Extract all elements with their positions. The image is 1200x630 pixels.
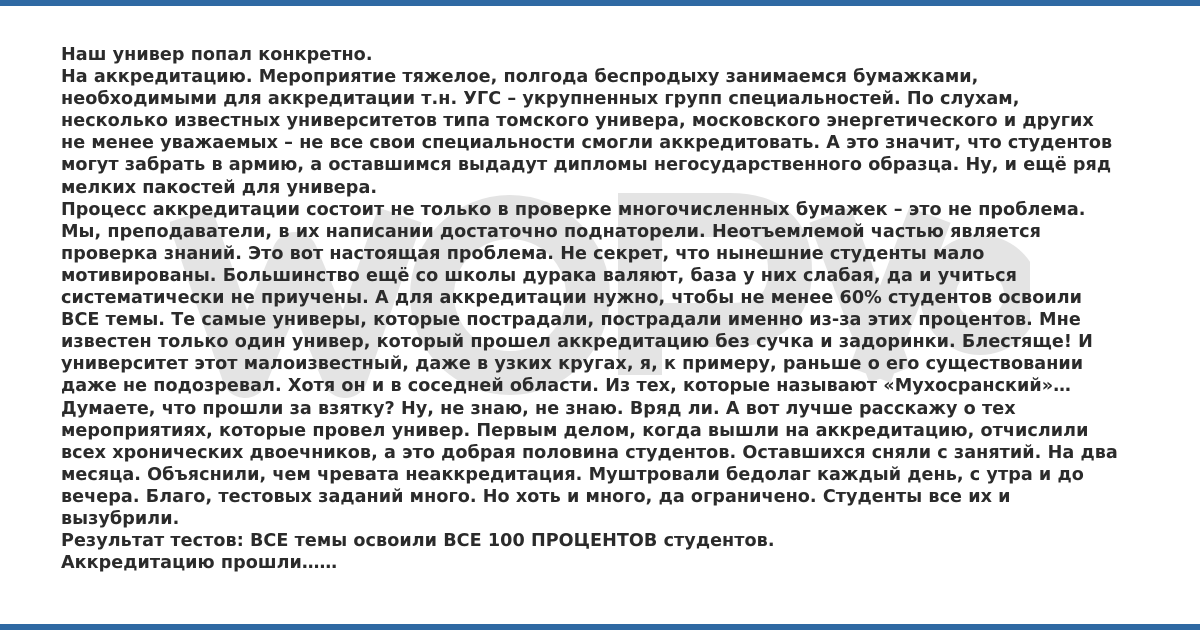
story-line: могут забрать в армию, а оставшимся выдадут дипломы негосударственного образца. Ну, и ещё ряд <box>61 155 1112 176</box>
story-line: систематически не приучены. А для аккредитации нужно, чтобы не менее 60% студентов освоили <box>61 288 1083 309</box>
story-text <box>61 44 1151 574</box>
story-line: вечера. Благо, тестовых заданий много. Но хоть и много, да ограничено. Студенты все их и <box>61 486 1011 507</box>
story-line: вызубрили. <box>61 508 180 529</box>
story-line: всех хронических двоечников, а это добрая половина студентов. Оставшихся сняли с занятий. На два <box>61 442 1118 463</box>
story-line: несколько известных университетов типа томского универа, московского энергетического и других <box>61 111 1094 132</box>
story-line: На аккредитацию. Мероприятие тяжелое, полгода беспродыху занимаемся бумажками, <box>61 67 979 88</box>
story-line: необходимыми для аккредитации т.н. УГС – укрупненных групп специальностей. По слухам, <box>61 89 1020 110</box>
story-line: Процесс аккредитации состоит не только в проверке многочисленных бумажек – это не проблема. <box>61 199 1086 220</box>
story-line: Аккредитацию прошли…… <box>61 553 338 574</box>
story-line: проверка знаний. Это вот настоящая проблема. Не секрет, что нынешние студенты мало <box>61 243 985 264</box>
story-line: известен только один универ, который прошел аккредитацию без сучка и задоринки. Блестяще! И <box>61 332 1093 353</box>
story-line: не менее уважаемых – не все свои специальности смогли аккредитовать. А это значит, что студентов <box>61 133 1113 154</box>
story-line: мелких пакостей для универа. <box>61 177 378 198</box>
story-line: Результат тестов: ВСЕ темы освоили ВСЕ 100 ПРОЦЕНТОВ студентов. <box>61 531 775 552</box>
story-line: мотивированы. Большинство ещё со школы дурака валяют, база у них слабая, да и учиться <box>61 265 1017 286</box>
story-line: месяца. Объяснили, чем чревата неаккредитация. Муштровали бедолаг каждый день, с утра и до <box>61 464 1084 485</box>
story-line: Наш универ попал конкретно. <box>61 45 373 65</box>
story-line: ВСЕ темы. Те самые универы, которые пострадали, пострадали именно из-за этих процентов. Мне <box>61 310 1081 331</box>
top-accent-bar <box>0 0 1200 6</box>
bottom-accent-bar <box>0 624 1200 630</box>
story-line: Мы, преподаватели, в их написании достаточно поднаторели. Неотъемлемой частью является <box>61 221 1041 242</box>
story-line: Думаете, что прошли за взятку? Ну, не знаю, не знаю. Вряд ли. А вот лучше расскажу о тех <box>61 398 1016 419</box>
story-line: мероприятиях, которые провел универ. Первым делом, когда вышли на аккредитацию, отчислили <box>61 420 1089 441</box>
story-line: даже не подозревал. Хотя он и в соседней области. Из тех, которые называют «Мухосранский»… <box>61 376 1071 397</box>
story-line: университет этот малоизвестный, даже в узких кругах, я, к примеру, раньше о его существовании <box>61 354 1084 375</box>
